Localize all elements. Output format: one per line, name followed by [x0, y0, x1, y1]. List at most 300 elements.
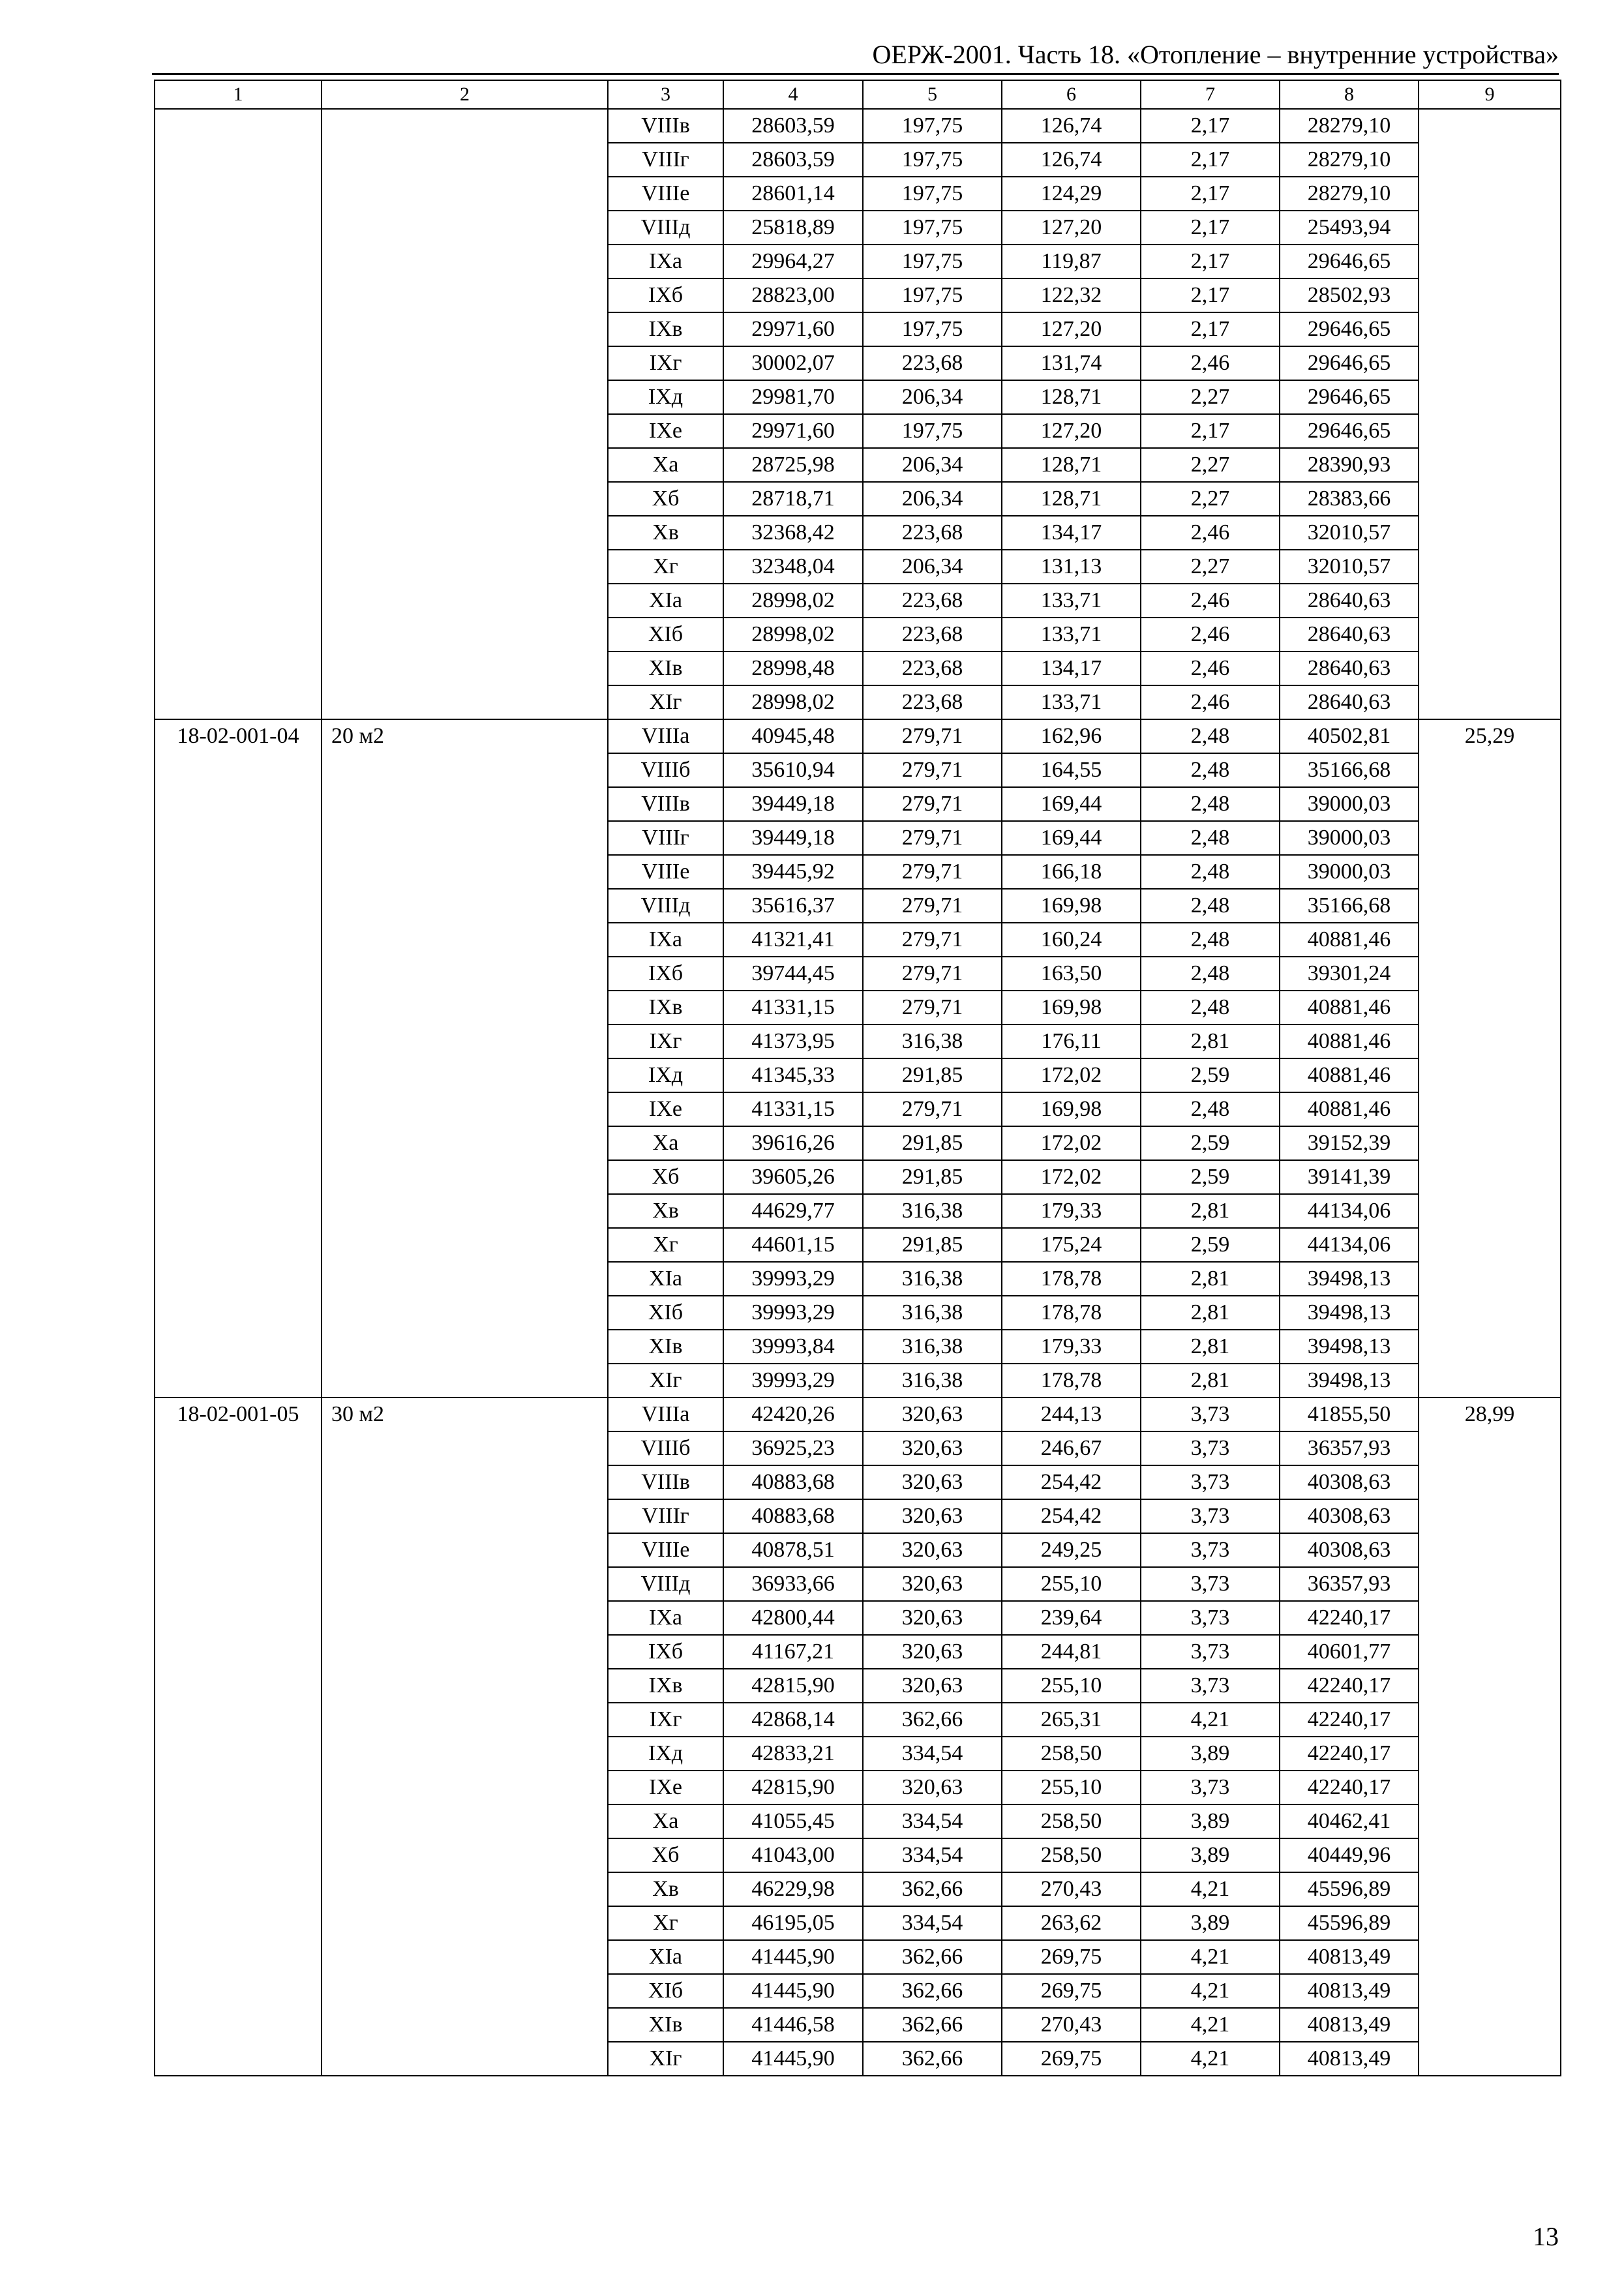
value-cell: 316,38 [863, 1296, 1002, 1330]
value-cell: 2,17 [1141, 278, 1280, 312]
value-cell: 270,43 [1002, 1872, 1141, 1906]
value-cell: 3,89 [1141, 1906, 1280, 1940]
value-cell: 172,02 [1002, 1058, 1141, 1092]
value-cell: 249,25 [1002, 1533, 1141, 1567]
zone-cell: IXг [608, 346, 723, 380]
zone-cell: VIIIе [608, 855, 723, 889]
value-cell: 29646,65 [1280, 346, 1419, 380]
value-cell: 28383,66 [1280, 482, 1419, 516]
value-cell: 2,81 [1141, 1296, 1280, 1330]
value-cell: 124,29 [1002, 177, 1141, 211]
value-cell: 2,48 [1141, 753, 1280, 787]
value-cell: 39744,45 [723, 957, 863, 991]
value-cell: 255,10 [1002, 1669, 1141, 1703]
value-cell: 128,71 [1002, 380, 1141, 414]
value-cell: 320,63 [863, 1601, 1002, 1635]
value-cell: 36357,93 [1280, 1567, 1419, 1601]
value-cell: 39449,18 [723, 787, 863, 821]
value-cell: 244,13 [1002, 1398, 1141, 1431]
value-cell: 197,75 [863, 211, 1002, 245]
value-cell: 334,54 [863, 1737, 1002, 1771]
value-cell: 320,63 [863, 1635, 1002, 1669]
value-cell: 28998,02 [723, 584, 863, 618]
value-cell: 39993,84 [723, 1330, 863, 1364]
value-cell: 2,46 [1141, 618, 1280, 651]
zone-cell: VIIIе [608, 177, 723, 211]
zone-cell: IXа [608, 923, 723, 957]
value-cell: 40881,46 [1280, 923, 1419, 957]
zone-cell: Xг [608, 1906, 723, 1940]
column-number: 3 [608, 80, 723, 109]
value-cell: 2,81 [1141, 1330, 1280, 1364]
value-cell: 41445,90 [723, 2042, 863, 2076]
value-cell: 44629,77 [723, 1194, 863, 1228]
value-cell: 42240,17 [1280, 1703, 1419, 1737]
value-cell: 119,87 [1002, 245, 1141, 278]
zone-cell: IXб [608, 957, 723, 991]
value-cell: 127,20 [1002, 312, 1141, 346]
value-cell: 41446,58 [723, 2008, 863, 2042]
value-cell: 42800,44 [723, 1601, 863, 1635]
zone-cell: XIв [608, 1330, 723, 1364]
value-cell: 28998,02 [723, 618, 863, 651]
value-cell: 40813,49 [1280, 2042, 1419, 2076]
value-cell: 2,17 [1141, 312, 1280, 346]
zone-cell: VIIIд [608, 889, 723, 923]
zone-cell: XIг [608, 685, 723, 719]
value-cell: 2,48 [1141, 957, 1280, 991]
value-cell: 134,17 [1002, 516, 1141, 550]
value-cell: 39152,39 [1280, 1126, 1419, 1160]
zone-cell: IXб [608, 1635, 723, 1669]
value-cell: 41445,90 [723, 1974, 863, 2008]
value-cell: 2,17 [1141, 109, 1280, 143]
value-cell: 39445,92 [723, 855, 863, 889]
value-cell: 334,54 [863, 1804, 1002, 1838]
zone-cell: VIIIг [608, 1499, 723, 1533]
value-cell: 362,66 [863, 2042, 1002, 2076]
value-cell: 316,38 [863, 1262, 1002, 1296]
value-cell: 244,81 [1002, 1635, 1141, 1669]
zone-cell: IXе [608, 1092, 723, 1126]
value-cell: 28640,63 [1280, 685, 1419, 719]
value-cell: 316,38 [863, 1330, 1002, 1364]
value-cell: 3,73 [1141, 1398, 1280, 1431]
value-cell: 4,21 [1141, 2042, 1280, 2076]
value-cell: 40449,96 [1280, 1838, 1419, 1872]
rate-code-cell: 18-02-001-04 [155, 719, 322, 1398]
value-cell: 35616,37 [723, 889, 863, 923]
value-cell: 362,66 [863, 1872, 1002, 1906]
value-cell: 320,63 [863, 1499, 1002, 1533]
value-cell: 39000,03 [1280, 855, 1419, 889]
value-cell: 2,17 [1141, 211, 1280, 245]
column-9-cell: 25,29 [1419, 719, 1561, 1398]
value-cell: 28279,10 [1280, 143, 1419, 177]
zone-cell: XIв [608, 651, 723, 685]
value-cell: 3,89 [1141, 1737, 1280, 1771]
value-cell: 279,71 [863, 991, 1002, 1025]
value-cell: 258,50 [1002, 1737, 1141, 1771]
value-cell: 131,13 [1002, 550, 1141, 584]
value-cell: 29646,65 [1280, 312, 1419, 346]
value-cell: 32368,42 [723, 516, 863, 550]
value-cell: 39498,13 [1280, 1364, 1419, 1398]
zone-cell: XIг [608, 1364, 723, 1398]
value-cell: 39605,26 [723, 1160, 863, 1194]
value-cell: 2,17 [1141, 245, 1280, 278]
value-cell: 206,34 [863, 550, 1002, 584]
value-cell: 44601,15 [723, 1228, 863, 1262]
value-cell: 127,20 [1002, 414, 1141, 448]
value-cell: 40881,46 [1280, 1092, 1419, 1126]
value-cell: 41345,33 [723, 1058, 863, 1092]
value-cell: 269,75 [1002, 2042, 1141, 2076]
value-cell: 2,81 [1141, 1364, 1280, 1398]
value-cell: 28640,63 [1280, 584, 1419, 618]
value-cell: 40881,46 [1280, 1025, 1419, 1058]
value-cell: 41445,90 [723, 1940, 863, 1974]
value-cell: 44134,06 [1280, 1228, 1419, 1262]
value-cell: 39000,03 [1280, 821, 1419, 855]
value-cell: 40308,63 [1280, 1465, 1419, 1499]
table-row [155, 109, 1561, 143]
value-cell: 2,46 [1141, 651, 1280, 685]
value-cell: 42815,90 [723, 1771, 863, 1804]
zone-cell: XIв [608, 2008, 723, 2042]
value-cell: 133,71 [1002, 685, 1141, 719]
value-cell: 42240,17 [1280, 1601, 1419, 1635]
value-cell: 30002,07 [723, 346, 863, 380]
value-cell: 39141,39 [1280, 1160, 1419, 1194]
table-row [155, 719, 1561, 753]
value-cell: 42420,26 [723, 1398, 863, 1431]
zone-cell: VIIIв [608, 787, 723, 821]
value-cell: 3,73 [1141, 1465, 1280, 1499]
value-cell: 197,75 [863, 278, 1002, 312]
value-cell: 178,78 [1002, 1296, 1141, 1330]
value-cell: 263,62 [1002, 1906, 1141, 1940]
zone-cell: Xв [608, 1194, 723, 1228]
value-cell: 197,75 [863, 312, 1002, 346]
zone-cell: VIIIа [608, 1398, 723, 1431]
value-cell: 4,21 [1141, 1703, 1280, 1737]
value-cell: 127,20 [1002, 211, 1141, 245]
value-cell: 2,48 [1141, 787, 1280, 821]
zone-cell: VIIIв [608, 109, 723, 143]
zone-cell: IXг [608, 1025, 723, 1058]
price-table [154, 80, 1561, 2076]
value-cell: 269,75 [1002, 1974, 1141, 2008]
value-cell: 40601,77 [1280, 1635, 1419, 1669]
value-cell: 28725,98 [723, 448, 863, 482]
value-cell: 39498,13 [1280, 1330, 1419, 1364]
value-cell: 28823,00 [723, 278, 863, 312]
value-cell: 316,38 [863, 1194, 1002, 1228]
value-cell: 35610,94 [723, 753, 863, 787]
value-cell: 28279,10 [1280, 177, 1419, 211]
value-cell: 46229,98 [723, 1872, 863, 1906]
zone-cell: Xб [608, 1838, 723, 1872]
value-cell: 172,02 [1002, 1126, 1141, 1160]
value-cell: 3,73 [1141, 1499, 1280, 1533]
value-cell: 41855,50 [1280, 1398, 1419, 1431]
column-number: 6 [1002, 80, 1141, 109]
column-number: 2 [322, 80, 608, 109]
value-cell: 255,10 [1002, 1771, 1141, 1804]
zone-cell: Xа [608, 1126, 723, 1160]
value-cell: 223,68 [863, 584, 1002, 618]
value-cell: 2,48 [1141, 719, 1280, 753]
page-number: 13 [1533, 2222, 1559, 2251]
value-cell: 42815,90 [723, 1669, 863, 1703]
zone-cell: IXв [608, 312, 723, 346]
value-cell: 42240,17 [1280, 1737, 1419, 1771]
value-cell: 42240,17 [1280, 1669, 1419, 1703]
rate-code-cell [155, 109, 322, 719]
value-cell: 40813,49 [1280, 1940, 1419, 1974]
zone-cell: VIIIг [608, 821, 723, 855]
zone-cell: IXе [608, 1771, 723, 1804]
value-cell: 25818,89 [723, 211, 863, 245]
value-cell: 3,73 [1141, 1771, 1280, 1804]
value-cell: 40462,41 [1280, 1804, 1419, 1838]
value-cell: 279,71 [863, 719, 1002, 753]
value-cell: 28640,63 [1280, 651, 1419, 685]
value-cell: 258,50 [1002, 1804, 1141, 1838]
value-cell: 2,27 [1141, 380, 1280, 414]
value-cell: 334,54 [863, 1906, 1002, 1940]
value-cell: 279,71 [863, 957, 1002, 991]
column-9-cell [1419, 109, 1561, 719]
value-cell: 320,63 [863, 1771, 1002, 1804]
value-cell: 39993,29 [723, 1296, 863, 1330]
value-cell: 40813,49 [1280, 1974, 1419, 2008]
zone-cell: IXв [608, 1669, 723, 1703]
value-cell: 133,71 [1002, 584, 1141, 618]
value-cell: 3,73 [1141, 1601, 1280, 1635]
value-cell: 163,50 [1002, 957, 1141, 991]
value-cell: 3,73 [1141, 1635, 1280, 1669]
value-cell: 2,48 [1141, 855, 1280, 889]
value-cell: 42240,17 [1280, 1771, 1419, 1804]
value-cell: 28279,10 [1280, 109, 1419, 143]
zone-cell: IXв [608, 991, 723, 1025]
value-cell: 4,21 [1141, 1940, 1280, 1974]
value-cell: 164,55 [1002, 753, 1141, 787]
value-cell: 316,38 [863, 1025, 1002, 1058]
zone-cell: Xв [608, 516, 723, 550]
value-cell: 2,46 [1141, 685, 1280, 719]
value-cell: 44134,06 [1280, 1194, 1419, 1228]
value-cell: 320,63 [863, 1431, 1002, 1465]
value-cell: 126,74 [1002, 143, 1141, 177]
value-cell: 320,63 [863, 1533, 1002, 1567]
value-cell: 169,98 [1002, 889, 1141, 923]
value-cell: 223,68 [863, 516, 1002, 550]
zone-cell: IXа [608, 245, 723, 278]
value-cell: 128,71 [1002, 448, 1141, 482]
value-cell: 291,85 [863, 1160, 1002, 1194]
zone-cell: Xа [608, 448, 723, 482]
value-cell: 254,42 [1002, 1465, 1141, 1499]
value-cell: 197,75 [863, 245, 1002, 278]
value-cell: 265,31 [1002, 1703, 1141, 1737]
value-cell: 128,71 [1002, 482, 1141, 516]
zone-cell: IXб [608, 278, 723, 312]
value-cell: 2,48 [1141, 991, 1280, 1025]
value-cell: 35166,68 [1280, 753, 1419, 787]
zone-cell: XIб [608, 1296, 723, 1330]
value-cell: 29646,65 [1280, 414, 1419, 448]
value-cell: 42868,14 [723, 1703, 863, 1737]
value-cell: 2,81 [1141, 1262, 1280, 1296]
value-cell: 3,73 [1141, 1431, 1280, 1465]
value-cell: 279,71 [863, 821, 1002, 855]
value-cell: 2,17 [1141, 143, 1280, 177]
value-cell: 35166,68 [1280, 889, 1419, 923]
value-cell: 320,63 [863, 1669, 1002, 1703]
value-cell: 279,71 [863, 855, 1002, 889]
table-row [155, 1398, 1561, 1431]
value-cell: 320,63 [863, 1567, 1002, 1601]
value-cell: 29646,65 [1280, 380, 1419, 414]
value-cell: 169,98 [1002, 1092, 1141, 1126]
value-cell: 4,21 [1141, 1974, 1280, 2008]
value-cell: 197,75 [863, 109, 1002, 143]
zone-cell: Xа [608, 1804, 723, 1838]
value-cell: 2,48 [1141, 923, 1280, 957]
value-cell: 28601,14 [723, 177, 863, 211]
value-cell: 279,71 [863, 1092, 1002, 1126]
value-cell: 223,68 [863, 651, 1002, 685]
value-cell: 166,18 [1002, 855, 1141, 889]
value-cell: 40945,48 [723, 719, 863, 753]
value-cell: 28640,63 [1280, 618, 1419, 651]
value-cell: 2,48 [1141, 889, 1280, 923]
value-cell: 122,32 [1002, 278, 1141, 312]
value-cell: 270,43 [1002, 2008, 1141, 2042]
zone-cell: Xб [608, 482, 723, 516]
value-cell: 2,17 [1141, 177, 1280, 211]
value-cell: 279,71 [863, 787, 1002, 821]
column-number: 1 [155, 80, 322, 109]
value-cell: 36925,23 [723, 1431, 863, 1465]
zone-cell: XIг [608, 2042, 723, 2076]
value-cell: 28998,48 [723, 651, 863, 685]
value-cell: 39616,26 [723, 1126, 863, 1160]
value-cell: 223,68 [863, 618, 1002, 651]
value-cell: 40881,46 [1280, 1058, 1419, 1092]
value-cell: 197,75 [863, 414, 1002, 448]
value-cell: 126,74 [1002, 109, 1141, 143]
value-cell: 3,89 [1141, 1838, 1280, 1872]
value-cell: 2,48 [1141, 821, 1280, 855]
value-cell: 45596,89 [1280, 1906, 1419, 1940]
value-cell: 362,66 [863, 1974, 1002, 2008]
value-cell: 223,68 [863, 346, 1002, 380]
rate-name-cell: 20 м2 [322, 719, 608, 1398]
zone-cell: VIIIд [608, 1567, 723, 1601]
value-cell: 4,21 [1141, 1872, 1280, 1906]
value-cell: 41331,15 [723, 991, 863, 1025]
value-cell: 279,71 [863, 923, 1002, 957]
value-cell: 39000,03 [1280, 787, 1419, 821]
column-number: 7 [1141, 80, 1280, 109]
table-body [155, 80, 1561, 2076]
value-cell: 40878,51 [723, 1533, 863, 1567]
value-cell: 206,34 [863, 448, 1002, 482]
value-cell: 29964,27 [723, 245, 863, 278]
rate-code-cell: 18-02-001-05 [155, 1398, 322, 2076]
value-cell: 28502,93 [1280, 278, 1419, 312]
value-cell: 162,96 [1002, 719, 1141, 753]
value-cell: 32010,57 [1280, 550, 1419, 584]
zone-cell: VIIIб [608, 1431, 723, 1465]
zone-cell: IXг [608, 1703, 723, 1737]
value-cell: 29971,60 [723, 312, 863, 346]
value-cell: 3,73 [1141, 1669, 1280, 1703]
value-cell: 41055,45 [723, 1804, 863, 1838]
value-cell: 39993,29 [723, 1364, 863, 1398]
value-cell: 41331,15 [723, 1092, 863, 1126]
value-cell: 3,73 [1141, 1533, 1280, 1567]
value-cell: 2,59 [1141, 1160, 1280, 1194]
value-cell: 258,50 [1002, 1838, 1141, 1872]
value-cell: 178,78 [1002, 1364, 1141, 1398]
value-cell: 41373,95 [723, 1025, 863, 1058]
zone-cell: XIб [608, 618, 723, 651]
value-cell: 223,68 [863, 685, 1002, 719]
value-cell: 279,71 [863, 889, 1002, 923]
value-cell: 362,66 [863, 1703, 1002, 1737]
value-cell: 29981,70 [723, 380, 863, 414]
zone-cell: IXа [608, 1601, 723, 1635]
value-cell: 206,34 [863, 380, 1002, 414]
value-cell: 134,17 [1002, 651, 1141, 685]
value-cell: 197,75 [863, 177, 1002, 211]
value-cell: 279,71 [863, 753, 1002, 787]
value-cell: 291,85 [863, 1058, 1002, 1092]
value-cell: 28603,59 [723, 143, 863, 177]
value-cell: 36933,66 [723, 1567, 863, 1601]
value-cell: 28390,93 [1280, 448, 1419, 482]
value-cell: 2,81 [1141, 1194, 1280, 1228]
rate-name-cell [322, 109, 608, 719]
value-cell: 2,59 [1141, 1126, 1280, 1160]
column-number-row [155, 80, 1561, 109]
value-cell: 2,46 [1141, 346, 1280, 380]
value-cell: 40308,63 [1280, 1533, 1419, 1567]
value-cell: 42833,21 [723, 1737, 863, 1771]
value-cell: 334,54 [863, 1838, 1002, 1872]
value-cell: 39449,18 [723, 821, 863, 855]
value-cell: 4,21 [1141, 2008, 1280, 2042]
value-cell: 45596,89 [1280, 1872, 1419, 1906]
value-cell: 2,17 [1141, 414, 1280, 448]
zone-cell: XIа [608, 1940, 723, 1974]
zone-cell: VIIIа [608, 719, 723, 753]
value-cell: 172,02 [1002, 1160, 1141, 1194]
column-9-cell: 28,99 [1419, 1398, 1561, 2076]
value-cell: 46195,05 [723, 1906, 863, 1940]
value-cell: 40881,46 [1280, 991, 1419, 1025]
value-cell: 3,89 [1141, 1804, 1280, 1838]
zone-cell: Xг [608, 1228, 723, 1262]
value-cell: 320,63 [863, 1398, 1002, 1431]
value-cell: 160,24 [1002, 923, 1141, 957]
zone-cell: IXд [608, 1737, 723, 1771]
